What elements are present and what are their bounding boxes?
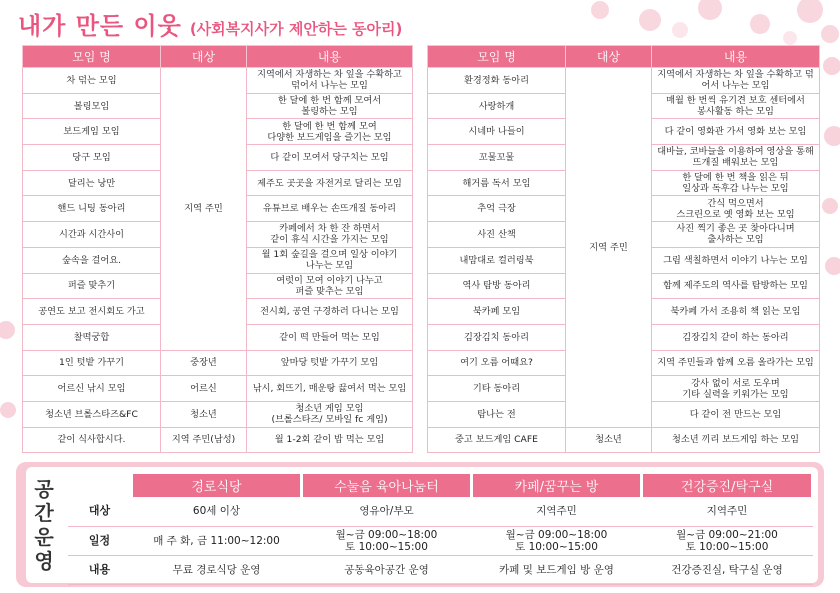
table-row [428,68,820,94]
club-name: 시네마 나들이 [428,119,566,145]
club-content: 전시회, 공연 구경하러 다니는 모임 [247,299,413,325]
club-name: 1인 텃밭 가꾸기 [23,350,161,376]
club-content: 월 1-2회 같이 밥 먹는 모임 [247,427,413,453]
space-cell: 매 주 화, 금 11:00~12:00 [132,526,302,555]
club-target: 지역 주민(남성) [161,427,247,453]
club-content: 함께 제주도의 역사를 탐방하는 모임 [652,273,820,299]
space-cell: 영유아/부모 [302,497,472,526]
club-name: 차 덖는 모임 [23,68,161,94]
club-table-right [427,45,820,453]
space-cell: 월~금 09:00~18:00 토 10:00~15:00 [472,526,642,555]
club-content: 다 같이 전 만드는 모임 [652,401,820,427]
space-label-char: 간 [34,501,54,525]
club-name: 환경정화 동아리 [428,68,566,94]
club-name: 볼링모임 [23,93,161,119]
club-name: 청소년 브롤스타즈&FC [23,401,161,427]
club-content: 다 같이 모여서 당구치는 모임 [247,145,413,171]
table-row [23,350,413,376]
club-content: 유튜브로 배우는 손뜨개질 동아리 [247,196,413,222]
club-name: 숲속을 걸어요. [23,247,161,273]
column-header-name: 모임 명 [428,46,566,68]
space-cell: 월~금 09:00~18:00 토 10:00~15:00 [302,526,472,555]
space-row-label: 일정 [68,526,132,555]
club-name: 같이 식사합시다. [23,427,161,453]
club-name: 보드게임 모임 [23,119,161,145]
club-name: 시간과 시간사이 [23,222,161,248]
space-header-blank [68,474,132,497]
space-cell: 건강증진실, 탁구실 운영 [642,555,813,584]
club-content: 같이 떡 만들어 먹는 모임 [247,324,413,350]
space-row [68,555,813,584]
club-name: 기타 동아리 [428,376,566,402]
cherry-blossom-left-edge-icon [0,300,22,460]
club-content: 매월 한 번씩 유기견 보호 센터에서 봉사활동 하는 모임 [652,93,820,119]
club-content: 북카페 가서 조용히 책 읽는 모임 [652,299,820,325]
space-row-label: 내용 [68,555,132,584]
table-row [23,68,413,94]
table-row [23,427,413,453]
club-name: 내맘대로 컬러링북 [428,247,566,273]
column-header-name: 모임 명 [23,46,161,68]
space-header: 수눌음 육아나눔터 [302,474,472,497]
club-name: 중고 보드게임 CAFE [428,427,566,453]
club-name: 여기 오름 어때요? [428,350,566,376]
space-label-char: 운 [34,525,54,549]
club-target: 청소년 [161,401,247,427]
club-target: 지역 주민 [566,68,652,428]
title-main: 내가 만든 이웃 [18,12,182,40]
club-content: 한 달에 한 번 함께 모여 다양한 보드게임을 즐기는 모임 [247,119,413,145]
club-table-left [22,45,413,453]
column-header-target: 대상 [161,46,247,68]
club-name: 꼬물꼬물 [428,145,566,171]
club-target: 지역 주민 [161,68,247,351]
club-name: 퍼즐 맞추기 [23,273,161,299]
space-label-char: 영 [34,549,54,573]
space-header: 카페/꿈꾸는 방 [472,474,642,497]
club-target: 중장년 [161,350,247,376]
club-content: 다 같이 영화관 가서 영화 보는 모임 [652,119,820,145]
club-content: 앞마당 텃밭 가꾸기 모임 [247,350,413,376]
club-name: 역사 탐방 동아리 [428,273,566,299]
title-subtitle: (사회복지사가 제안하는 동아리) [189,20,403,38]
club-name: 해거름 독서 모임 [428,170,566,196]
space-row [68,497,813,526]
club-content: 사진 찍기 좋은 곳 찾아다니며 출사하는 모임 [652,222,820,248]
club-content: 낚시, 회뜨기, 매운탕 끓여서 먹는 모임 [247,376,413,402]
club-content: 월 1회 숲길을 걸으며 일상 이야기 나누는 모임 [247,247,413,273]
club-content: 한 달에 한 번 함께 모여서 볼링하는 모임 [247,93,413,119]
space-operation-label [28,470,60,580]
club-content: 지역에서 자생하는 차 잎을 수확하고 덖어서 나누는 모임 [247,68,413,94]
space-label-char: 공 [34,477,54,501]
space-cell: 무료 경로식당 운영 [132,555,302,584]
club-name: 핸드 니팅 동아리 [23,196,161,222]
table-row [23,401,413,427]
column-header-content: 내용 [247,46,413,68]
club-content: 그림 색칠하면서 이야기 나누는 모임 [652,247,820,273]
column-header-content: 내용 [652,46,820,68]
club-content: 지역에서 자생하는 차 잎을 수확하고 덖 어서 나누는 모임 [652,68,820,94]
table-row [428,427,820,453]
space-row [68,526,813,555]
club-content: 카페에서 차 한 잔 하면서 같이 휴식 시간을 가지는 모임 [247,222,413,248]
club-content: 한 달에 한 번 책을 읽은 뒤 일상과 독후감 나누는 모임 [652,170,820,196]
club-name: 찰떡궁합 [23,324,161,350]
club-name: 사진 산책 [428,222,566,248]
space-header: 경로식당 [132,474,302,497]
space-cell: 60세 이상 [132,497,302,526]
club-name: 추억 극장 [428,196,566,222]
club-name: 어르신 낚시 모임 [23,376,161,402]
space-row-label: 대상 [68,497,132,526]
club-content: 강사 없이 서로 도우며 기타 실력을 키워가는 모임 [652,376,820,402]
club-content: 청소년 게임 모임 (브롤스타즈/ 모바일 fc 게임) [247,401,413,427]
club-content: 간식 먹으면서 스크린으로 옛 영화 보는 모임 [652,196,820,222]
club-name: 공연도 보고 전시회도 가고 [23,299,161,325]
club-content: 대바늘, 코바늘을 이용하여 영상을 통해 뜨개질 배워보는 모임 [652,145,820,171]
space-cell: 지역주민 [642,497,813,526]
space-cell: 카페 및 보드게임 방 운영 [472,555,642,584]
club-name: 당구 모임 [23,145,161,171]
club-name: 북카페 모임 [428,299,566,325]
space-cell: 공동육아공간 운영 [302,555,472,584]
space-cell: 지역주민 [472,497,642,526]
space-cell: 월~금 09:00~21:00 토 10:00~15:00 [642,526,813,555]
club-content: 김장김치 같이 하는 동아리 [652,324,820,350]
space-header: 건강증진/탁구실 [642,474,813,497]
club-name: 김장김치 동아리 [428,324,566,350]
table-row [23,376,413,402]
club-content: 제주도 곳곳을 자전거로 달리는 모임 [247,170,413,196]
page-title [18,6,402,40]
club-content: 청소년 끼리 보드게임 하는 모임 [652,427,820,453]
space-operation-table [66,474,814,585]
cherry-blossom-top-right-icon [560,0,840,46]
column-header-target: 대상 [566,46,652,68]
club-content: 지역 주민들과 함께 오름 올라가는 모임 [652,350,820,376]
club-name: 사랑하개 [428,93,566,119]
club-content: 여럿이 모여 이야기 나누고 퍼즐 맞추는 모임 [247,273,413,299]
club-name: 탐나는 전 [428,401,566,427]
cherry-blossom-right-edge-icon [818,46,840,296]
club-name: 달리는 낭만 [23,170,161,196]
club-target: 어르신 [161,376,247,402]
club-target: 청소년 [566,427,652,453]
